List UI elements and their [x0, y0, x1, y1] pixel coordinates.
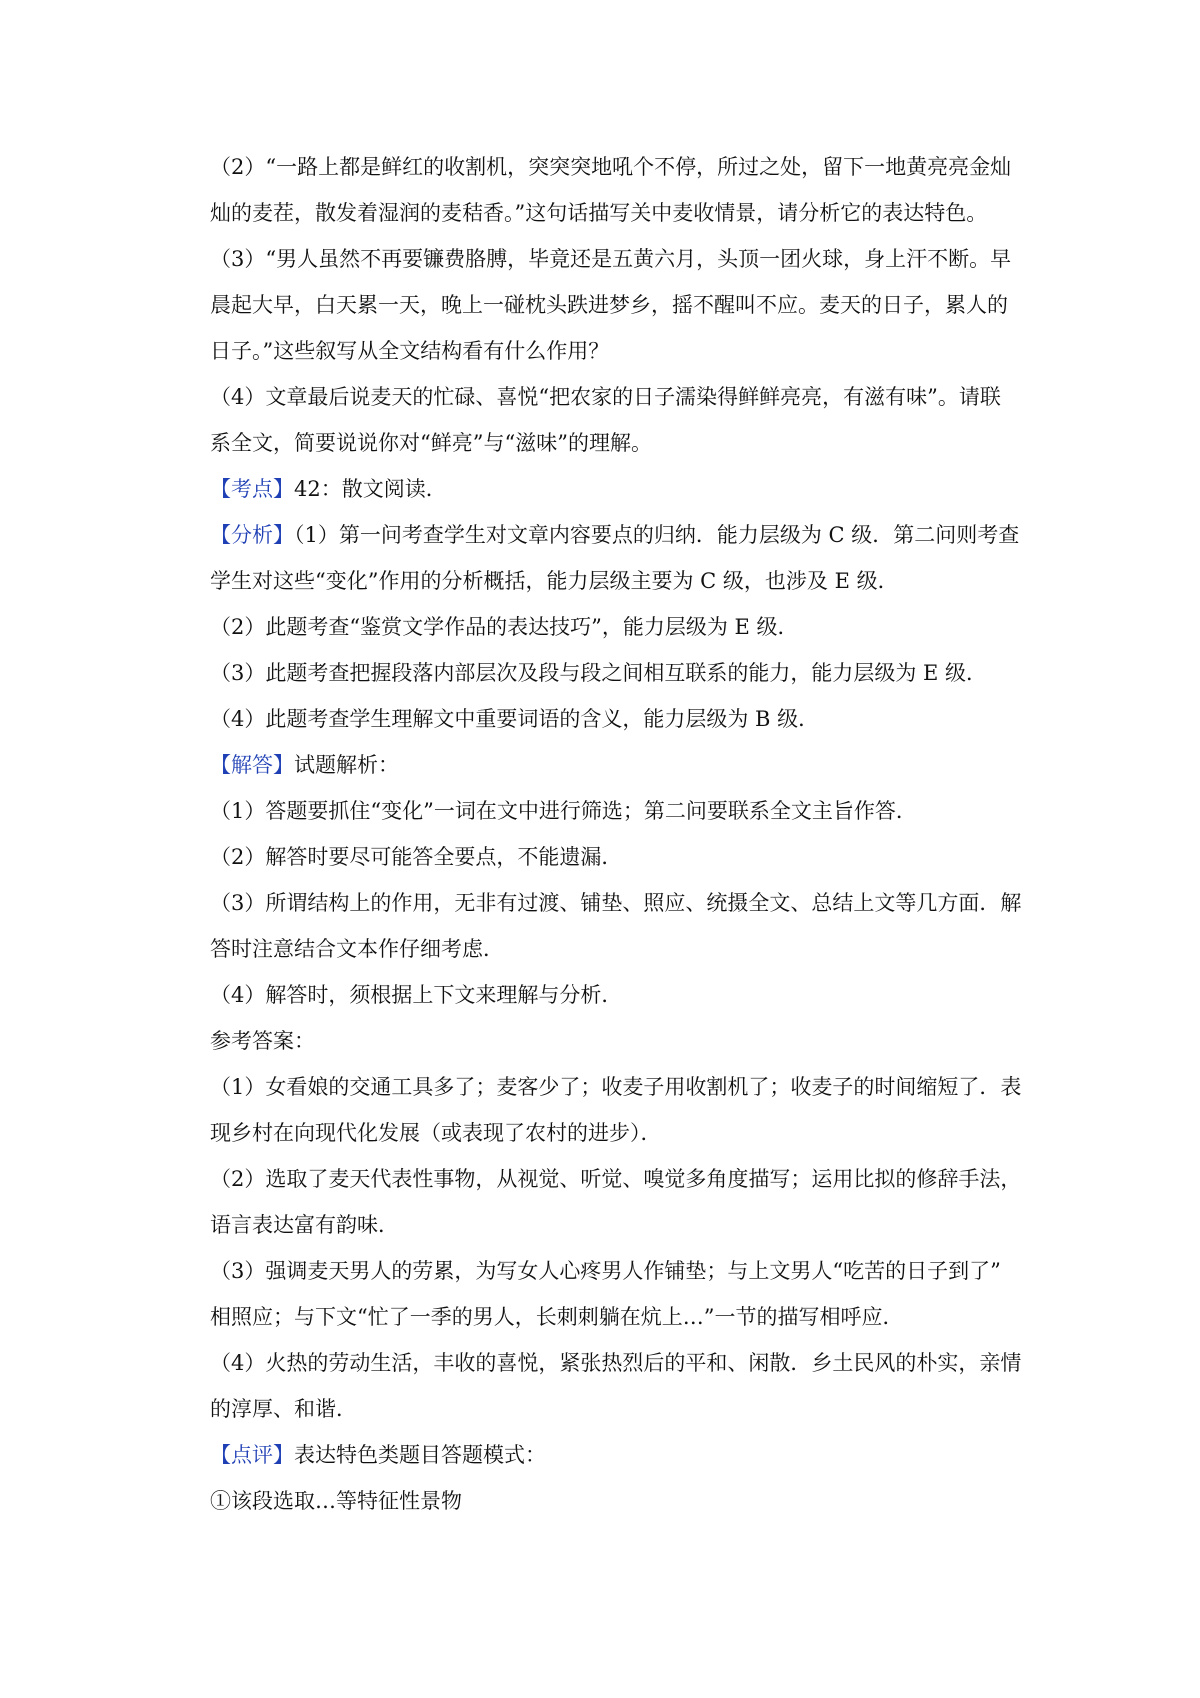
- kaodian-section: [210, 466, 1030, 512]
- fenxi-tag: 【分析】: [210, 523, 294, 547]
- text-line: 灿的麦茬，散发着湿润的麦秸香。”这句话描写关中麦收情景，请分析它的表达特色。: [210, 201, 988, 225]
- text-line: [210, 742, 1030, 788]
- text-line: （2）此题考查“鉴赏文学作品的表达技巧”，能力层级为 E 级．: [210, 615, 799, 639]
- kaodian-tag: 【考点】: [210, 477, 294, 501]
- jieda-text: 试题解析：: [294, 753, 399, 777]
- text-line: （4）解答时，须根据上下文来理解与分析．: [210, 983, 623, 1007]
- dianping-section: [210, 1432, 1030, 1524]
- text-line: [210, 1432, 1030, 1478]
- dianping-text: 表达特色类题目答题模式：: [294, 1443, 546, 1467]
- answers-heading: 参考答案：: [210, 1029, 315, 1053]
- text-line: （2）选取了麦天代表性事物，从视觉、听觉、嗅觉多角度描写；运用比拟的修辞手法，: [210, 1167, 1022, 1191]
- text-line: （3）所谓结构上的作用，无非有过渡、铺垫、照应、统摄全文、总结上文等几方面．解: [210, 891, 1022, 915]
- text-line: ①该段选取…等特征性景物: [210, 1489, 462, 1513]
- text-line: 晨起大早，白天累一天，晚上一碰枕头跌进梦乡，摇不醒叫不应。麦天的日子，累人的: [210, 293, 1008, 317]
- fenxi-text: （1）第一问考查学生对文章内容要点的归纳．能力层级为 C 级．第二问则考查: [294, 523, 1020, 547]
- text-line: （1）女看娘的交通工具多了；麦客少了；收麦子用收割机了；收麦子的时间缩短了．表: [210, 1075, 1022, 1099]
- dianping-tag: 【点评】: [210, 1443, 294, 1467]
- text-line: 日子。”这些叙写从全文结构看有什么作用？: [210, 339, 610, 363]
- text-line: （4）文章最后说麦天的忙碌、喜悦“把农家的日子濡染得鲜鲜亮亮，有滋有味”。请联: [210, 385, 1001, 409]
- kaodian-text: 42：散文阅读．: [294, 477, 447, 501]
- question-3: [210, 236, 1030, 374]
- text-line: 相照应；与下文“忙了一季的男人，长刺刺躺在炕上…”一节的描写相呼应．: [210, 1305, 904, 1329]
- text-line: [210, 512, 1030, 558]
- answers-section: [210, 1018, 1030, 1432]
- text-line: （2）解答时要尽可能答全要点，不能遗漏．: [210, 845, 623, 869]
- text-line: 学生对这些“变化”作用的分析概括，能力层级主要为 C 级，也涉及 E 级．: [210, 569, 899, 593]
- text-line: （4）火热的劳动生活，丰收的喜悦，紧张热烈后的平和、闲散．乡土民风的朴实，亲情: [210, 1351, 1022, 1375]
- jieda-section: [210, 742, 1030, 1018]
- text-line: 答时注意结合文本作仔细考虑．: [210, 937, 504, 961]
- jieda-tag: 【解答】: [210, 753, 294, 777]
- text-line: 现乡村在向现代化发展（或表现了农村的进步）．: [210, 1121, 662, 1145]
- document-page: [210, 144, 1030, 1524]
- question-2: [210, 144, 1030, 236]
- text-line: 系全文，简要说说你对“鲜亮”与“滋味”的理解。: [210, 431, 652, 455]
- fenxi-section: [210, 512, 1030, 742]
- text-line: （3）“男人虽然不再要镰费胳膊，毕竟还是五黄六月，头顶一团火球，身上汗不断。早: [210, 247, 1012, 271]
- text-line: （4）此题考查学生理解文中重要词语的含义，能力层级为 B 级．: [210, 707, 820, 731]
- text-line: （2）“一路上都是鲜红的收割机，突突突地吼个不停，所过之处，留下一地黄亮亮金灿: [210, 155, 1012, 179]
- text-line: （3）强调麦天男人的劳累，为写女人心疼男人作铺垫；与上文男人“吃苦的日子到了”: [210, 1259, 1001, 1283]
- question-4: [210, 374, 1030, 466]
- text-line: 的淳厚、和谐．: [210, 1397, 357, 1421]
- text-line: 语言表达富有韵味．: [210, 1213, 399, 1237]
- text-line: （3）此题考查把握段落内部层次及段与段之间相互联系的能力，能力层级为 E 级．: [210, 661, 988, 685]
- text-line: （1）答题要抓住“变化”一词在文中进行筛选；第二问要联系全文主旨作答．: [210, 799, 917, 823]
- text-line: [210, 466, 1030, 512]
